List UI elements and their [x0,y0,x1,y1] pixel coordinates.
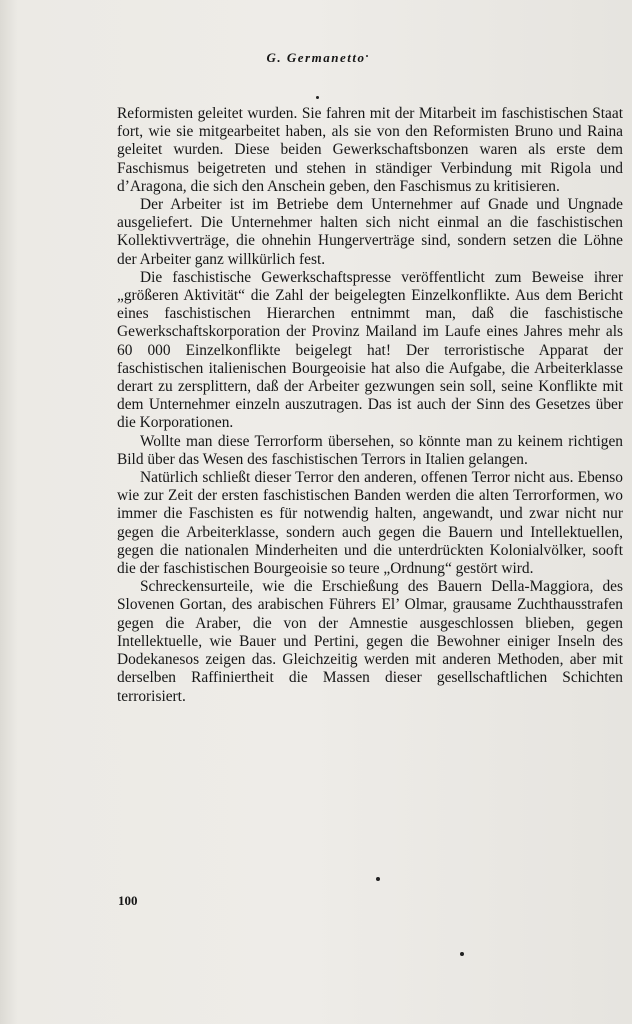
paragraph: Wollte man diese Terrorform übersehen, so könnte man zu keinem richtigen Bild über das Wesen des faschistischen Terrors in Italien gelangen. [117,432,623,468]
running-head: G. Germanetto [266,50,366,65]
paragraph: Reformisten geleitet wurden. Sie fahren mit der Mitarbeit im faschistischen Staat fort, wie sie mitgearbeitet haben, als sie von den Reformisten Bruno und Raina geleitet wurden. Diese beiden Gewerkschaftsbonzen waren als erste dem Faschismus beigetreten und stehen in ständiger Verbindung mit Rigola und d’Aragona, die sich den Anschein geben, den Faschismus zu kritisieren. [117,105,623,195]
print-speck [366,55,368,57]
body-text [117,105,623,706]
print-speck [316,96,319,99]
print-speck [376,877,380,881]
paragraph: Natürlich schließt dieser Terror den anderen, offenen Terror nicht aus. Ebenso wie zur Zeit der ersten faschistischen Banden werden die alten Terrorformen, wo immer die Faschisten es für notwendig halten, angewandt, und zwar nicht nur gegen die Arbeiterklasse, sondern auch gegen die Bauern und Intellektuellen, gegen die nationalen Minderheiten und die unterdrückten Kolonialvölker, sooft die der faschistischen Bourgeoisie so teure „Ordnung“ gestört wird. [117,469,623,578]
page-number: 100 [118,893,138,908]
print-speck [460,952,464,956]
paragraph: Der Arbeiter ist im Betriebe dem Unternehmer auf Gnade und Ungnade ausgeliefert. Die Unternehmer halten sich nicht einmal an die faschistischen Kollektivverträge, die ohnehin Hungerverträge sind, sondern setzen die Löhne der Arbeiter ganz willkürlich fest. [117,196,623,268]
paragraph: Die faschistische Gewerkschaftspresse veröffentlicht zum Beweise ihrer „größeren Aktivität“ die Zahl der beigelegten Einzelkonflikte. Aus dem Bericht eines faschistischen Hierarchen entnimmt man, daß die faschistische Gewerkschaftskorporation der Provinz Mailand im Laufe eines Jahres mehr als 60 000 Einzelkonflikte beigelegt hat! Der terroristische Apparat der faschistischen italienischen Bourgeoisie hat also die Aufgabe, die Arbeiterklasse derart zu zersplittern, daß der Arbeiter gezwungen sein soll, seine Konflikte mit dem Unternehmer einzeln auszutragen. Das ist auch der Sinn des Gesetzes über die Korporationen. [117,268,623,432]
paragraph: Schreckensurteile, wie die Erschießung des Bauern Della-Maggiora, des Slovenen Gortan, des arabischen Führers El’ Olmar, grausame Zuchthausstrafen gegen die Araber, die von der Amnestie ausgeschlossen blieben, gegen Intellektuelle, wie Bauer und Pertini, gegen die Bewohner einiger Inseln des Dodekanesos zeigen das. Gleichzeitig werden mit anderen Methoden, aber mit derselben Raffiniertheit die Massen dieser gesellschaftlichen Schichten terrorisiert. [117,578,623,705]
